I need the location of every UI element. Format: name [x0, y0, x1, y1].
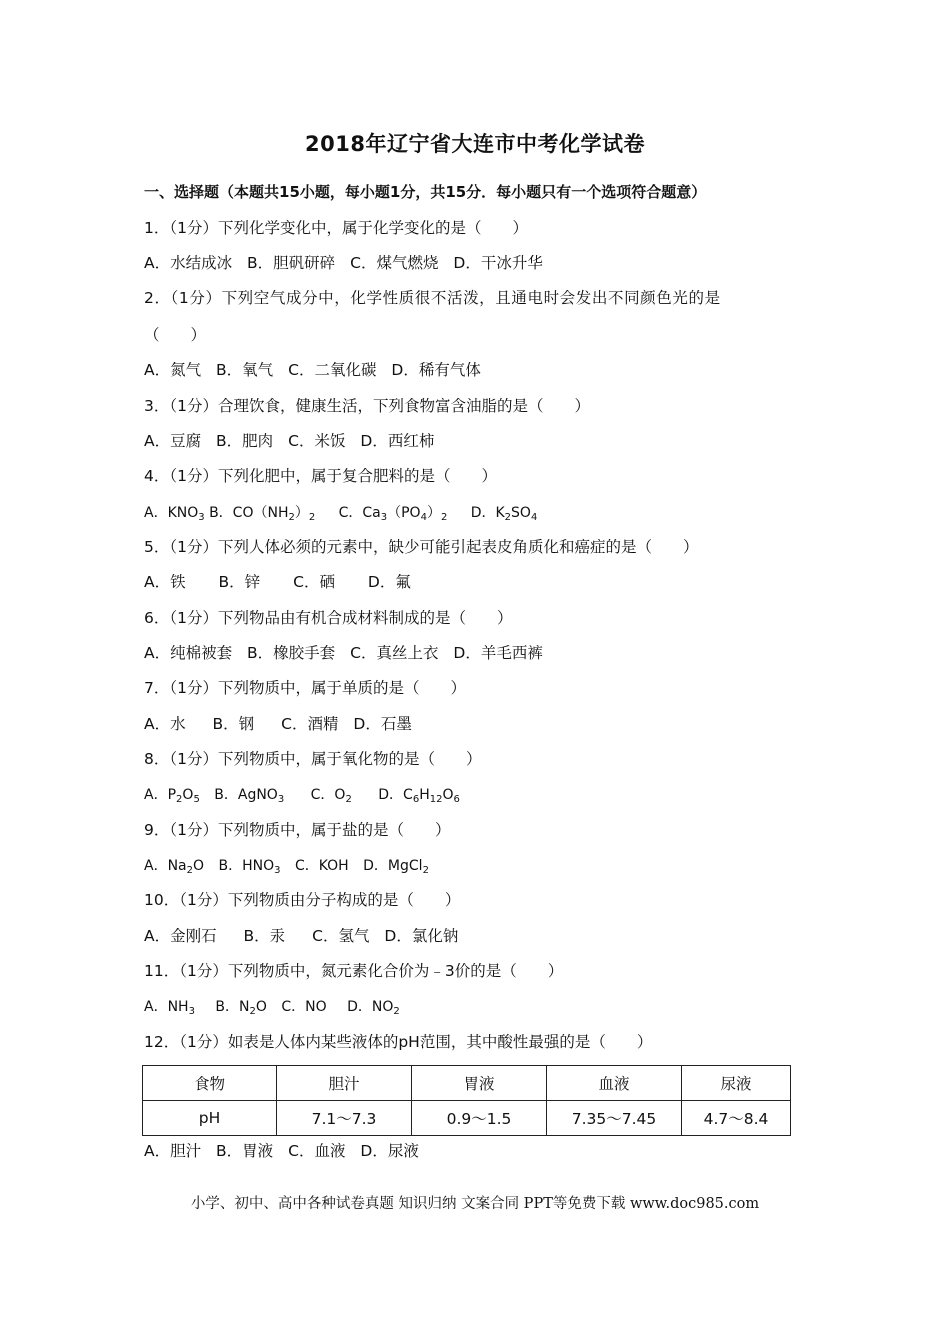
option-a: A．豆腐 — [144, 432, 202, 450]
option-d: D．$NO_2$ — [347, 999, 400, 1017]
option-a: A．铁 — [144, 573, 186, 591]
table-cell: 0.9～1.5 — [412, 1101, 547, 1136]
option-c: C．氢气 — [312, 927, 370, 945]
option-b: B．锌 — [218, 573, 261, 591]
table-header-row — [143, 1066, 791, 1101]
option-b: B．汞 — [243, 927, 286, 945]
option-c: C．$Ca_3(PO_4)_2$ — [338, 505, 448, 523]
table-row — [143, 1101, 791, 1136]
option-b: B．胆矾研碎 — [247, 254, 336, 272]
option-a: A．纯棉被套 — [144, 644, 233, 662]
question-6-options — [144, 643, 553, 663]
option-a: A．氮气 — [144, 361, 202, 379]
option-d: D．$K_2SO_4$ — [470, 505, 538, 523]
option-a: A．胆汁 — [144, 1142, 202, 1160]
question-6: 6．（1分）下列物品由有机合成材料制成的是（ ） — [144, 609, 513, 627]
question-2-options — [144, 360, 491, 380]
question-2: 2．（1分）下列空气成分中，化学性质很不活泼，且通电时会发出不同颜色光的是 — [144, 289, 721, 307]
option-b: B．AgNO$_3$ — [214, 787, 285, 805]
question-1-options — [144, 253, 553, 273]
option-b: B．橡胶手套 — [247, 644, 336, 662]
option-c: C．$O_2$ — [310, 787, 352, 805]
option-a: A．金刚石 — [144, 927, 217, 945]
option-b: B．$HNO_3$ — [218, 858, 281, 876]
option-d: D．西红柿 — [360, 432, 435, 450]
question-5-options — [144, 572, 421, 592]
question-12: 12．（1分）如表是人体内某些液体的pH范围，其中酸性最强的是（ ） — [144, 1033, 653, 1051]
question-3-options — [144, 431, 444, 451]
option-c: C．酒精 — [281, 715, 339, 733]
question-8: 8．（1分）下列物质中，属于氧化物的是（ ） — [144, 750, 482, 768]
option-c: C．硒 — [293, 573, 335, 591]
option-b: B．氧气 — [216, 361, 274, 379]
question-8-options — [144, 785, 470, 810]
question-9: 9．（1分）下列物质中，属于盐的是（ ） — [144, 821, 451, 839]
option-a: A．$NH_3$ — [144, 999, 195, 1017]
question-12-options — [144, 1141, 429, 1161]
question-10: 10．（1分）下列物质由分子构成的是（ ） — [144, 891, 461, 909]
ph-table — [142, 1065, 791, 1136]
question-10-options — [144, 926, 468, 946]
table-cell: 7.1～7.3 — [277, 1101, 412, 1136]
page-title: 2018年辽宁省大连市中考化学试卷 — [305, 132, 645, 156]
option-d: D．氯化钠 — [384, 927, 459, 945]
option-d: D．干冰升华 — [453, 254, 543, 272]
option-a: A．$Na_2O$ — [144, 858, 205, 876]
table-cell: 胃液 — [412, 1066, 547, 1101]
option-c: C．NO — [281, 999, 327, 1015]
table-cell: 胆汁 — [277, 1066, 412, 1101]
table-cell: 7.35～7.45 — [547, 1101, 682, 1136]
option-a: A．水 — [144, 715, 186, 733]
option-d: D．$C_6H_{12}O_6$ — [378, 787, 460, 805]
option-c: C．米饭 — [288, 432, 346, 450]
option-d: D．石墨 — [353, 715, 412, 733]
question-9-options — [144, 856, 439, 881]
option-d: D．MgCl$_2$ — [363, 858, 429, 876]
question-11-options — [144, 997, 410, 1022]
section-heading: 一、选择题（本题共15小题，每小题1分，共15分．每小题只有一个选项符合题意） — [144, 183, 707, 201]
table-cell: 尿液 — [682, 1066, 791, 1101]
option-c: C．血液 — [288, 1142, 346, 1160]
option-d: D．羊毛西裤 — [453, 644, 543, 662]
question-7-options — [144, 714, 422, 734]
question-3: 3．（1分）合理饮食，健康生活，下列食物富含油脂的是（ ） — [144, 397, 590, 415]
table-cell: pH — [143, 1101, 277, 1136]
option-b: B．胃液 — [216, 1142, 274, 1160]
option-d: D．氟 — [367, 573, 411, 591]
question-4-options — [144, 503, 547, 528]
question-11: 11．（1分）下列物质中，氮元素化合价为﹣3价的是（ ） — [144, 962, 564, 980]
page-footer: 小学、初中、高中各种试卷真题 知识归纳 文案合同 PPT等免费下载 www.doc985.com — [190, 1196, 760, 1212]
question-4: 4．（1分）下列化肥中，属于复合肥料的是（ ） — [144, 467, 497, 485]
option-b: B．$CO(NH_2)_2$ — [209, 505, 316, 523]
question-1: 1．（1分）下列化学变化中，属于化学变化的是（ ） — [144, 219, 528, 237]
table-cell: 4.7～8.4 — [682, 1101, 791, 1136]
table-cell: 血液 — [547, 1066, 682, 1101]
option-d: D．稀有气体 — [391, 361, 481, 379]
option-a: A．$P_2O_5$ — [144, 787, 200, 805]
option-c: C．真丝上衣 — [350, 644, 439, 662]
option-c: C．二氧化碳 — [288, 361, 377, 379]
question-2-paren: （ ） — [144, 326, 207, 344]
option-b: B．$N_2O$ — [215, 999, 267, 1017]
option-c: C．煤气燃烧 — [350, 254, 439, 272]
option-c: C．KOH — [294, 858, 349, 874]
option-d: D．尿液 — [360, 1142, 419, 1160]
option-a: A．$KNO_3$ — [144, 505, 205, 523]
option-b: B．肥肉 — [216, 432, 274, 450]
option-a: A．水结成冰 — [144, 254, 233, 272]
question-5: 5．（1分）下列人体必须的元素中，缺少可能引起表皮角质化和癌症的是（ ） — [144, 538, 699, 556]
question-7: 7．（1分）下列物质中，属于单质的是（ ） — [144, 679, 466, 697]
option-b: B．钢 — [212, 715, 255, 733]
table-cell: 食物 — [143, 1066, 277, 1101]
